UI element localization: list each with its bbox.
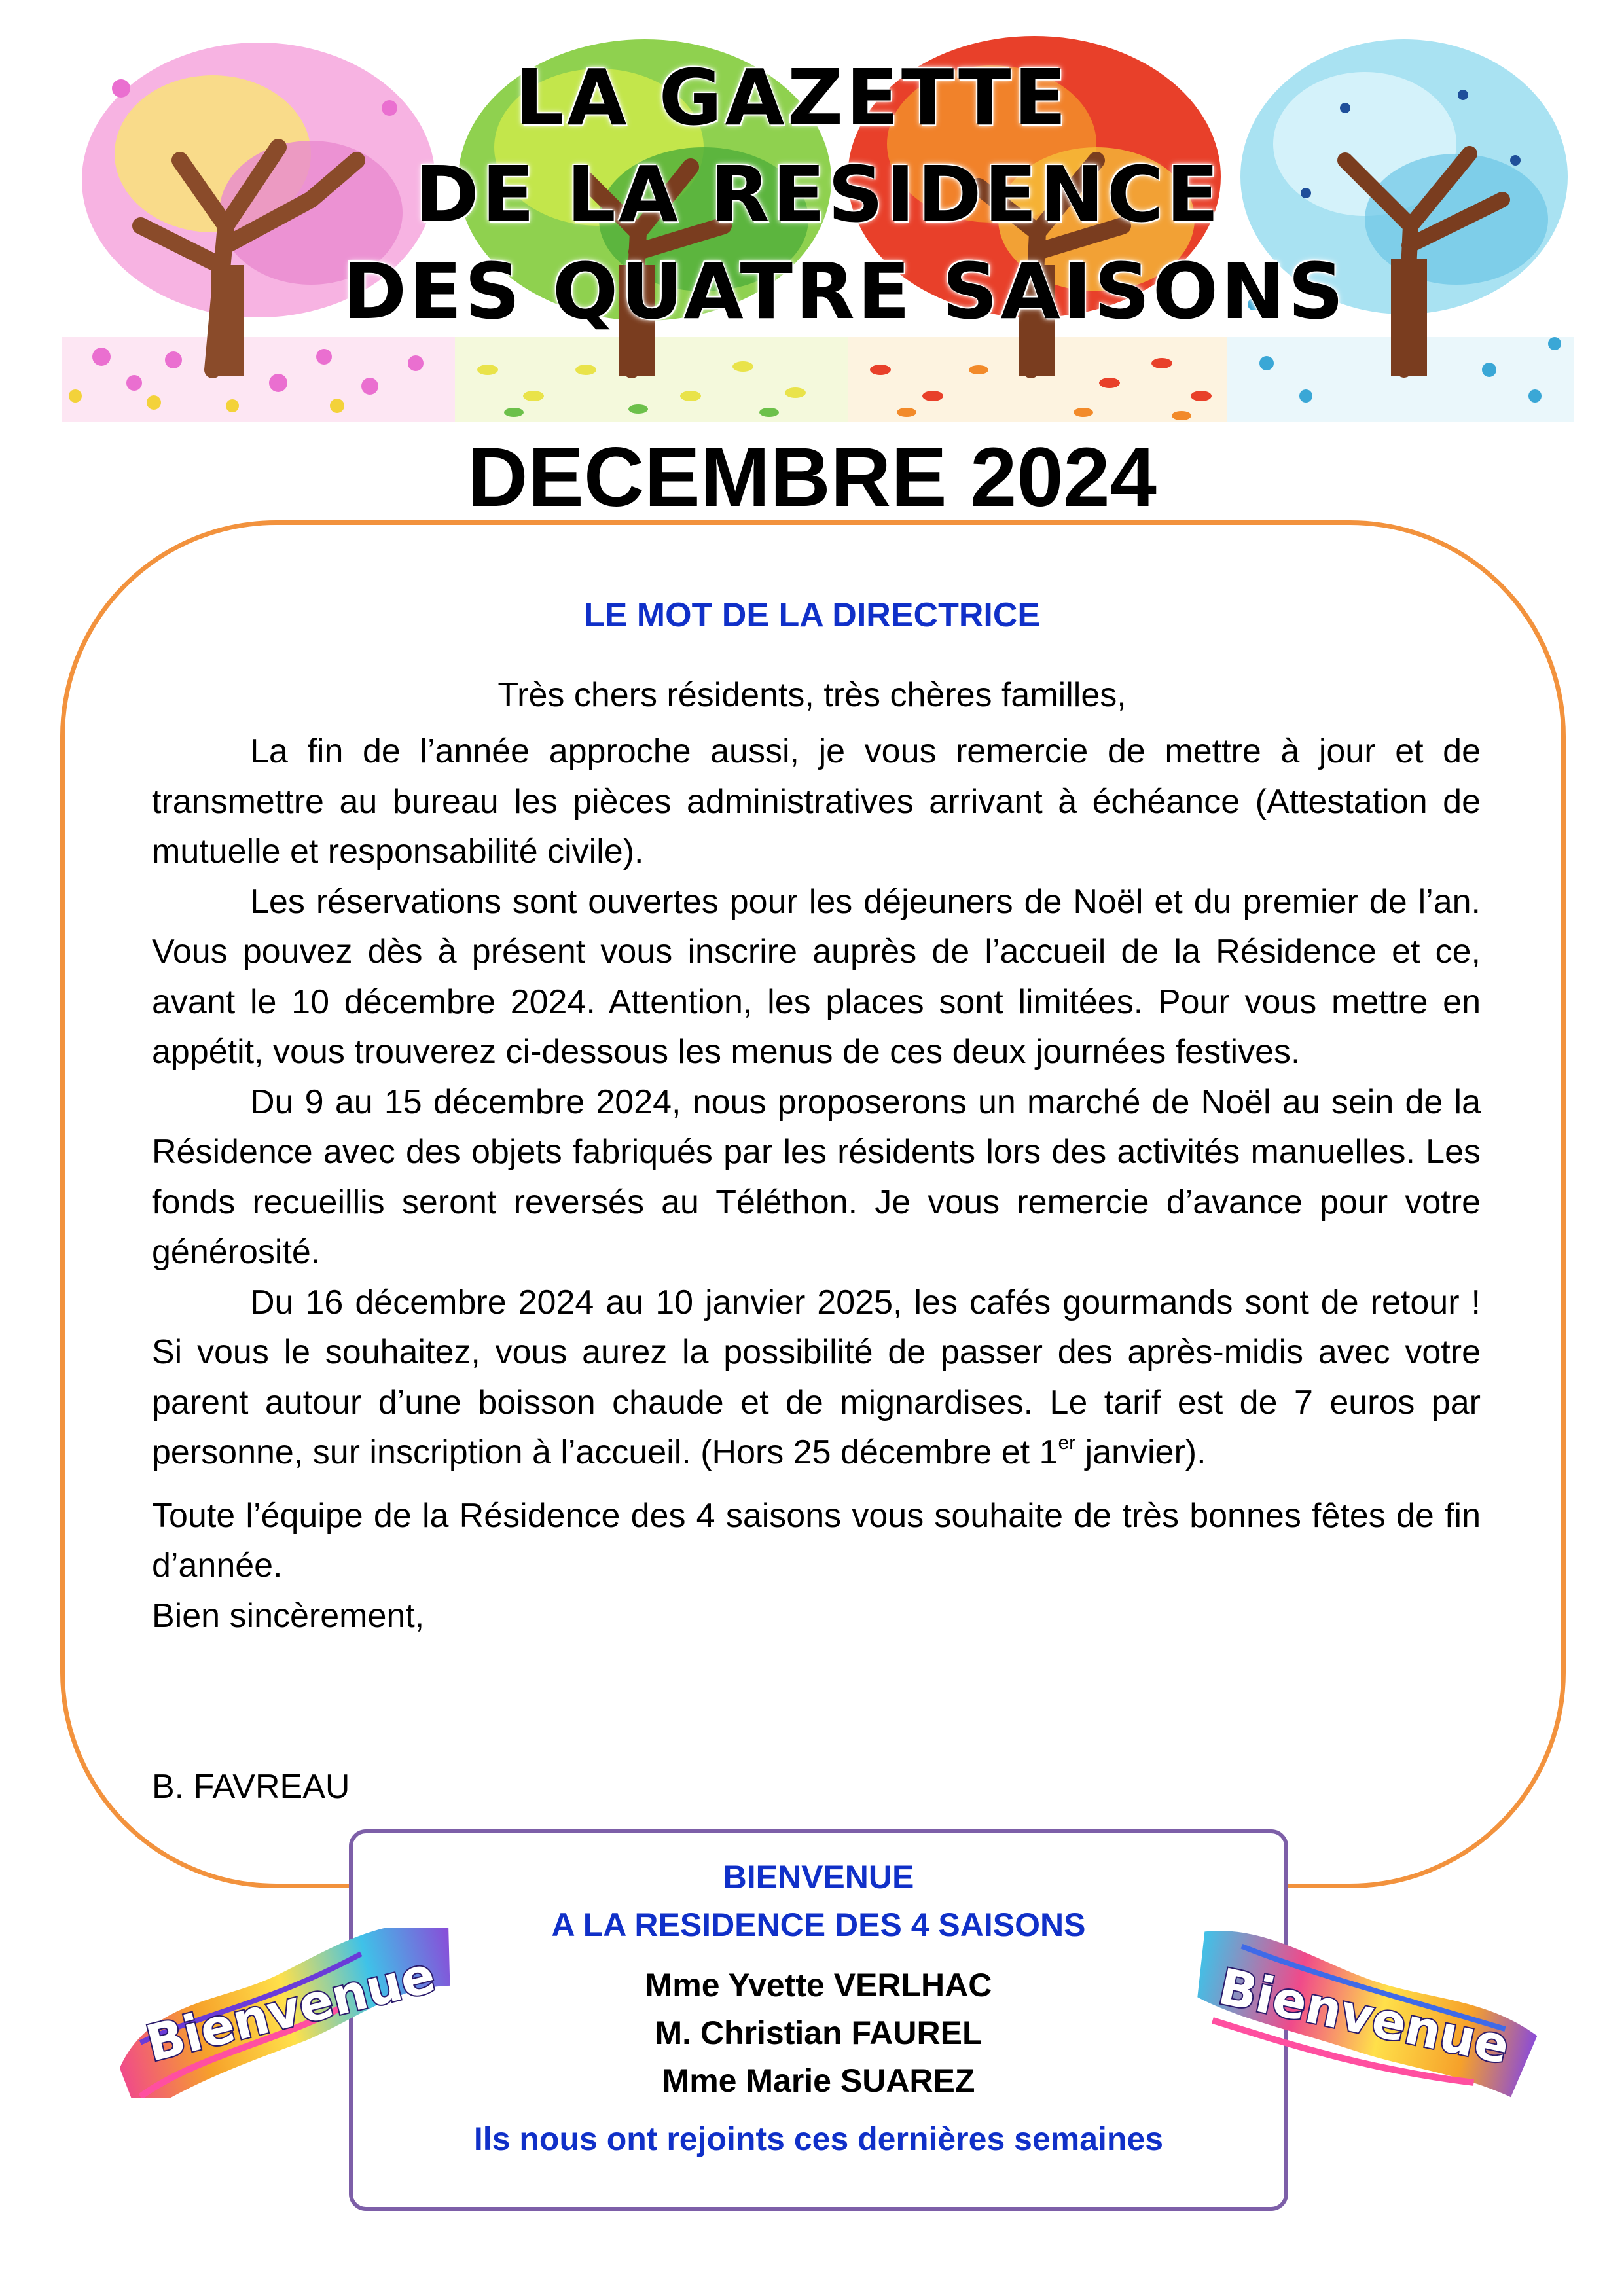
director-greeting: Très chers résidents, très chères familles,: [497, 676, 1127, 714]
director-message-body: [152, 726, 1481, 1641]
director-paragraph-4: [152, 1278, 1481, 1478]
director-paragraph-4-main: Du 16 décembre 2024 au 10 janvier 2025, les cafés gourmands sont de retour ! Si vous le souhaitez, vous aurez la possibilité de passer des après-midis avec votre parent autour d’une boisson chaude et de mignardises. Le tarif est de 7 euros par personne, sur inscription à l’accueil. (Hors 25 décembre et 1: [152, 1283, 1481, 1471]
director-paragraph-1: La fin de l’année approche aussi, je vous remercie de mettre à jour et de transmettre au bureau les pièces administratives arrivant à échéance (Attestation de mutuelle et responsabilité civile).: [152, 732, 1481, 870]
director-paragraph-2: Les réservations sont ouvertes pour les déjeuners de Noël et du premier de l’an. Vous pouvez dès à présent vous inscrire auprès de l’accueil de la Résidence et ce, avant le 10 décembre 2024. Attention, les places sont limitées. Pour vous mettre en appétit, vous trouverez ci-dessous les menus de ces deux journées festives.: [152, 882, 1481, 1071]
issue-month: DECEMBRE 2024: [467, 431, 1157, 524]
bienvenue-badge-right-text: Bienvenue: [1214, 1957, 1515, 2075]
new-resident-1: Mme Yvette VERLHAC: [645, 1967, 992, 2003]
bienvenue-badge-left-text: Bienvenue: [140, 1945, 441, 2073]
gazette-title: [62, 49, 1574, 340]
welcome-title-line-2: A LA RESIDENCE DES 4 SAISONS: [551, 1907, 1086, 1943]
gazette-title-line-1: LA GAZETTE: [514, 52, 1070, 143]
director-paragraph-4-end: janvier).: [1075, 1433, 1206, 1471]
new-resident-3: Mme Marie SUAREZ: [662, 2062, 975, 2099]
director-closing: Bien sincèrement,: [152, 1596, 425, 1635]
bienvenue-badge-left: [98, 1928, 478, 2098]
gazette-title-line-3: DES QUATRE SAISONS: [342, 246, 1346, 336]
gazette-title-line-2: DE LA RESIDENCE: [414, 149, 1222, 240]
ordinal-superscript: er: [1058, 1432, 1076, 1454]
welcome-footer: Ils nous ont rejoints ces dernières semaines: [473, 2121, 1164, 2157]
new-resident-2: M. Christian FAUREL: [655, 2015, 983, 2051]
director-heading: LE MOT DE LA DIRECTRICE: [583, 596, 1041, 634]
welcome-title-line-1: BIENVENUE: [723, 1859, 914, 1895]
gazette-banner: [62, 29, 1574, 422]
director-paragraph-3: Du 9 au 15 décembre 2024, nous proposerons un marché de Noël au sein de la Résidence avec des objets fabriqués par les résidents lors des activités manuelles. Les fonds recueillis seront reversés au Téléthon. Je vous remercie d’avance pour votre générosité.: [152, 1083, 1481, 1271]
bienvenue-badge-right: [1178, 1928, 1551, 2098]
director-wishes: Toute l’équipe de la Résidence des 4 saisons vous souhaite de très bonnes fêtes de fin d’année.: [152, 1496, 1481, 1585]
director-signature: B. FAVREAU: [152, 1768, 350, 1806]
